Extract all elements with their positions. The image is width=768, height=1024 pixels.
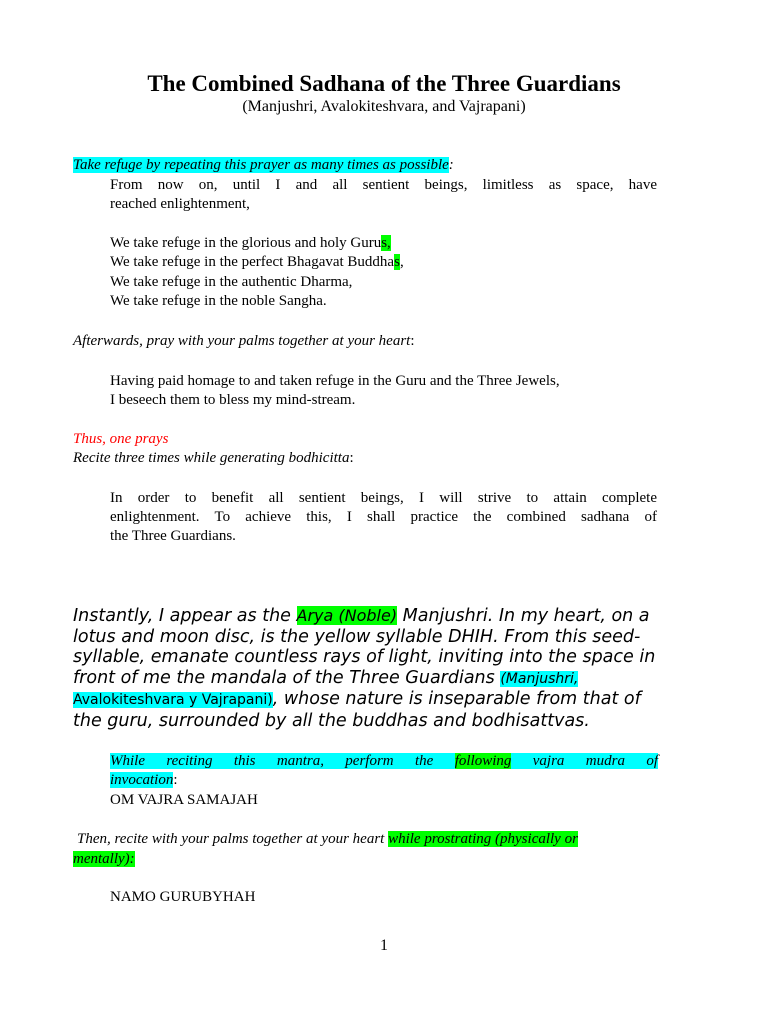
bodhicitta-instruction-colon: : xyxy=(349,450,354,466)
prostration-instruction-line-1 xyxy=(77,830,578,850)
invocation-mantra: OM VAJRA SAMAJAH xyxy=(110,792,258,808)
refuge-line-buddhas-comma: , xyxy=(399,254,404,270)
bodhicitta-line-1: In order to benefit all sentient beings, I will strive to attain complete xyxy=(110,490,657,506)
visualization-line-6: the guru, surrounded by all the buddhas and bodhisattvas. xyxy=(73,710,590,731)
visualization-line-5 xyxy=(73,689,695,711)
visualization-line-3: syllable, emanate countless rays of light, inviting into the space in xyxy=(73,647,656,667)
page-number: 1 xyxy=(380,937,388,954)
bodhicitta-line-2: enlightenment. To achieve this, I shall practice the combined sadhana of xyxy=(110,509,657,525)
refuge-line-sangha: We take refuge in the noble Sangha. xyxy=(110,293,327,309)
document-subtitle: (Manjushri, Avalokiteshvara, and Vajrapani) xyxy=(242,98,526,115)
prostration-highlight-a: while prostrating (physically or xyxy=(388,831,578,847)
refuge-prayer-line-2: reached enlightenment, xyxy=(110,196,250,212)
visualization-line-5-text: , whose nature is inseparable from that of xyxy=(272,689,641,709)
bodhicitta-instruction xyxy=(73,449,354,469)
arya-highlight: Arya (Noble) xyxy=(296,606,398,625)
visualization-line-4 xyxy=(73,668,695,690)
refuge-line-buddhas xyxy=(110,253,404,273)
prostration-instruction-line-2 xyxy=(73,850,135,870)
bodhicitta-line-3: the Three Guardians. xyxy=(110,528,236,544)
visualization-line-2: lotus and moon disc, is the yellow syllable DHIH. From this seed- xyxy=(73,626,641,647)
refuge-line-guru xyxy=(110,234,391,254)
prostration-highlight-b: mentally): xyxy=(73,851,135,867)
bodhicitta-instruction-text: Recite three times while generating bodhicitta xyxy=(73,450,350,466)
afterwards-instruction-colon: : xyxy=(410,333,415,349)
visualization-paragraph xyxy=(73,606,695,731)
guardians-highlight-end: Avalokiteshvara y Vajrapani) xyxy=(73,692,273,708)
refuge-prayer-line-1: From now on, until I and all sentient beings, limitless as space, have xyxy=(110,177,657,193)
refuge-instruction-highlight: Take refuge by repeating this prayer as many times as possible xyxy=(73,157,449,173)
afterwards-instruction xyxy=(73,332,415,352)
refuge-line-buddhas-text: We take refuge in the perfect Bhagavat Buddha xyxy=(110,254,395,270)
invocation-highlight-word: invocation xyxy=(110,772,174,788)
thus-one-prays: Thus, one prays xyxy=(73,431,169,447)
visualization-line-1-text: Instantly, I appear as the xyxy=(73,606,297,626)
invocation-highlight-c: vajra mudra of xyxy=(511,753,658,769)
homage-line-2: I beseech them to bless my mind-stream. xyxy=(110,392,356,408)
afterwards-instruction-text: Afterwards, pray with your palms together at your heart xyxy=(73,333,411,349)
refuge-line-buddhas-highlight: s xyxy=(394,254,400,270)
invocation-instruction-line-1 xyxy=(110,752,658,772)
following-highlight: following xyxy=(454,753,512,769)
invocation-colon: : xyxy=(173,772,178,788)
visualization-line-1 xyxy=(73,606,695,627)
refuge-line-dharma: We take refuge in the authentic Dharma, xyxy=(110,274,353,290)
refuge-line-guru-highlight: s, xyxy=(381,235,391,251)
prostration-instruction-text: Then, recite with your palms together at your heart xyxy=(77,831,389,847)
refuge-line-guru-text: We take refuge in the glorious and holy Guru xyxy=(110,235,382,251)
guardians-highlight-start: (Manjushri, xyxy=(500,670,579,687)
invocation-highlight-a: While reciting this mantra, perform the xyxy=(110,753,455,769)
invocation-instruction-line-2 xyxy=(110,771,178,791)
visualization-line-4-text: front of me the mandala of the Three Guardians xyxy=(73,667,501,688)
visualization-line-1-end: Manjushri. In my heart, on a xyxy=(397,606,650,626)
refuge-instruction-colon: : xyxy=(448,157,454,173)
prostration-mantra: NAMO GURUBYHAH xyxy=(110,889,256,905)
homage-line-1: Having paid homage to and taken refuge in the Guru and the Three Jewels, xyxy=(110,373,560,389)
refuge-instruction xyxy=(73,156,454,176)
document-title: The Combined Sadhana of the Three Guardians xyxy=(147,71,621,96)
